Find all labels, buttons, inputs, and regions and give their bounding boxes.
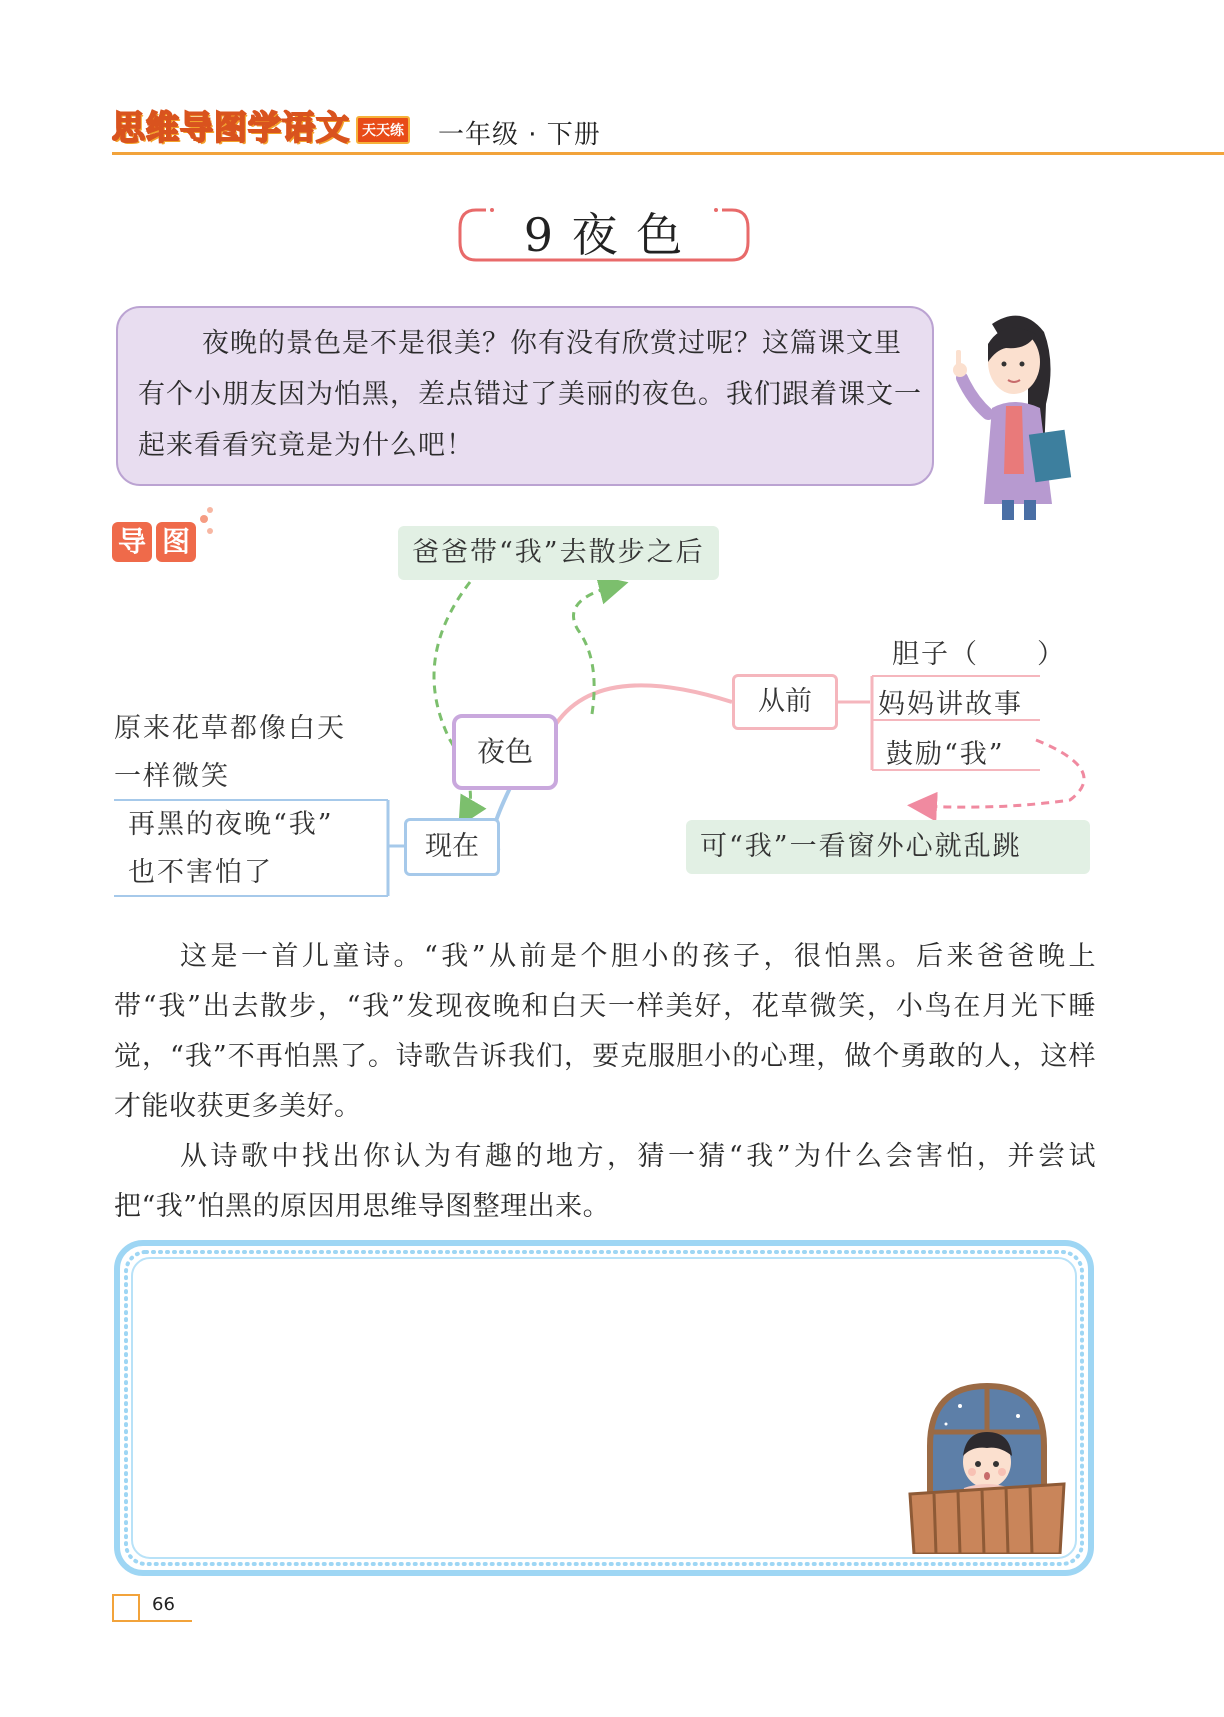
intro-text: 夜晚的景色是不是很美？你有没有欣赏过呢？这篇课文里有个小朋友因为怕黑，差点错过了美丽的夜色。我们跟着课文一起来看看究竟是为什么吧！: [138, 328, 922, 461]
series-logo-badge: 天天练: [356, 116, 410, 144]
mindmap-leaf-encourage: 鼓励“我”: [886, 739, 1005, 770]
page-number-frame: [112, 1594, 140, 1622]
mindmap-leaf-courage: 胆子（ ）: [892, 639, 1066, 670]
page-number-rule: [140, 1620, 192, 1622]
mindmap-leaf-not-afraid-1: 再黑的夜晚“我”: [128, 809, 334, 840]
mindmap-node-after-walk: 爸爸带“我”去散步之后: [398, 526, 719, 580]
mindmap-node-past: 从前: [732, 674, 838, 730]
section-label-char: 导: [112, 522, 152, 562]
mindmap-node-heart-racing: 可“我”一看窗外心就乱跳: [686, 820, 1090, 874]
series-logo-text: 思维导图学语文: [112, 107, 350, 147]
task-paragraph: 从诗歌中找出你认为有趣的地方，猜一猜“我”为什么会害怕，并尝试把“我”怕黑的原因用思维导图整理出来。: [114, 1141, 1096, 1222]
boy-at-window-illustration: [900, 1376, 1074, 1554]
lesson-title-text: 9 夜 色: [523, 208, 685, 262]
mindmap-leaf-flowers-2: 一样微笑: [114, 761, 230, 792]
mindmap-leaf-flowers-1: 原来花草都像白天: [114, 713, 346, 744]
lesson-summary: [114, 932, 1096, 1232]
mindmap-leaf-not-afraid-2: 也不害怕了: [128, 857, 273, 888]
mindmap-center-node: 夜色: [452, 714, 558, 790]
mindmap-node-now: 现在: [404, 818, 500, 876]
summary-paragraph: 这是一首儿童诗。“我”从前是个胆小的孩子，很怕黑。后来爸爸晚上带“我”出去散步，“我”发现夜晚和白天一样美好，花草微笑，小鸟在月光下睡觉，“我”不再怕黑了。诗歌告诉我们，要克服胆小的心理，做个勇敢的人，这样才能收获更多美好。: [114, 941, 1096, 1122]
section-label-char: 图: [156, 522, 196, 562]
page-number-text: 66: [152, 1594, 175, 1615]
mindmap-leaf-stories: 妈妈讲故事: [878, 689, 1023, 720]
grade-label: 一年级 · 下册: [438, 120, 601, 150]
